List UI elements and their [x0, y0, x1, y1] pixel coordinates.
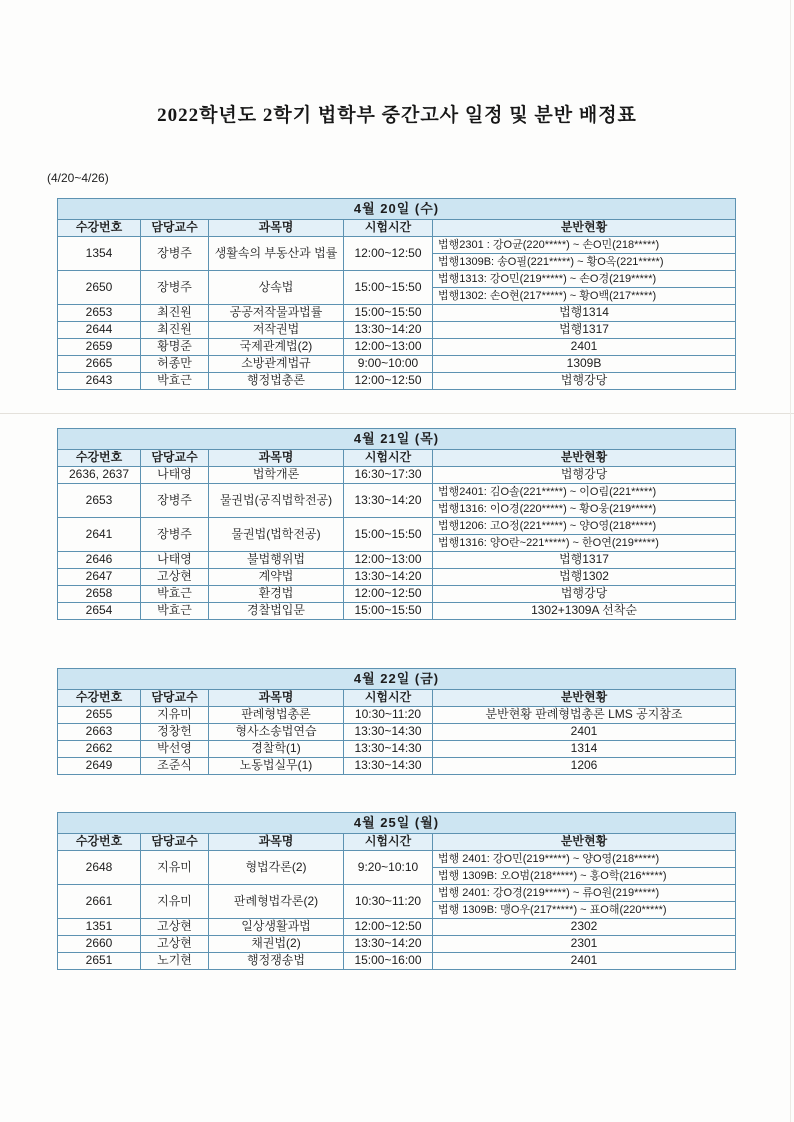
- exam-time-cell: 12:00~12:50: [344, 373, 433, 390]
- column-header: 수강번호: [58, 450, 141, 467]
- professor-cell: 박효근: [141, 603, 209, 620]
- course-code-cell: 1351: [58, 919, 141, 936]
- exam-time-cell: 13:30~14:20: [344, 569, 433, 586]
- section-assignment-cell: 법행2301 : 강O균(220*****) ~ 손O민(218*****): [433, 237, 736, 254]
- professor-cell: 최진원: [141, 322, 209, 339]
- column-header: 담당교수: [141, 690, 209, 707]
- professor-cell: 장병주: [141, 271, 209, 305]
- table-row: [58, 305, 736, 322]
- section-assignment-cell: 법행1316: 양O란~221*****) ~ 한O연(219*****): [433, 535, 736, 552]
- subject-cell: 형사소송법연습: [209, 724, 344, 741]
- table-date-label: 4월 20일 (수): [58, 199, 736, 220]
- course-code-cell: 2643: [58, 373, 141, 390]
- exam-time-cell: 13:30~14:20: [344, 484, 433, 518]
- table-header-row: [58, 834, 736, 851]
- exam-time-cell: 12:00~12:50: [344, 237, 433, 271]
- professor-cell: 고상현: [141, 919, 209, 936]
- professor-cell: 노기현: [141, 953, 209, 970]
- date-range-label: (4/20~4/26): [47, 171, 109, 185]
- professor-cell: 박선영: [141, 741, 209, 758]
- table-date-row: [58, 669, 736, 690]
- section-assignment-cell: 2401: [433, 724, 736, 741]
- section-assignment-cell: 법행1317: [433, 552, 736, 569]
- exam-time-cell: 12:00~13:00: [344, 552, 433, 569]
- subject-cell: 생활속의 부동산과 법률: [209, 237, 344, 271]
- table-row: [58, 467, 736, 484]
- professor-cell: 정창헌: [141, 724, 209, 741]
- subject-cell: 판례형법총론: [209, 707, 344, 724]
- column-header: 분반현황: [433, 220, 736, 237]
- section-assignment-cell: 1314: [433, 741, 736, 758]
- subject-cell: 물권법(공직법학전공): [209, 484, 344, 518]
- table-row: [58, 586, 736, 603]
- table-date-row: [58, 813, 736, 834]
- professor-cell: 고상현: [141, 569, 209, 586]
- column-header: 수강번호: [58, 220, 141, 237]
- scan-seam-line: [0, 413, 794, 414]
- section-assignment-cell: 법행 1309B: 오O범(218*****) ~ 홍O학(216*****): [433, 868, 736, 885]
- subject-cell: 물권법(법학전공): [209, 518, 344, 552]
- professor-cell: 장병주: [141, 484, 209, 518]
- table-row: [58, 373, 736, 390]
- table-date-row: [58, 429, 736, 450]
- subject-cell: 법학개론: [209, 467, 344, 484]
- course-code-cell: 2646: [58, 552, 141, 569]
- table-date-label: 4월 22일 (금): [58, 669, 736, 690]
- subject-cell: 일상생활과법: [209, 919, 344, 936]
- section-assignment-cell: 법행강당: [433, 467, 736, 484]
- professor-cell: 박효근: [141, 373, 209, 390]
- subject-cell: 채권법(2): [209, 936, 344, 953]
- course-code-cell: 2661: [58, 885, 141, 919]
- professor-cell: 최진원: [141, 305, 209, 322]
- scan-edge-line: [790, 0, 791, 1122]
- professor-cell: 지유미: [141, 707, 209, 724]
- section-assignment-cell: 1302+1309A 선착순: [433, 603, 736, 620]
- section-assignment-cell: 1309B: [433, 356, 736, 373]
- column-header: 분반현황: [433, 450, 736, 467]
- section-assignment-cell: 법행강당: [433, 586, 736, 603]
- table-row: [58, 758, 736, 775]
- exam-schedule-table: [57, 428, 736, 620]
- table-row: [58, 518, 736, 535]
- section-assignment-cell: 2401: [433, 953, 736, 970]
- column-header: 수강번호: [58, 834, 141, 851]
- course-code-cell: 2644: [58, 322, 141, 339]
- subject-cell: 경찰법입문: [209, 603, 344, 620]
- exam-time-cell: 15:00~15:50: [344, 305, 433, 322]
- subject-cell: 형법각론(2): [209, 851, 344, 885]
- exam-time-cell: 13:30~14:30: [344, 741, 433, 758]
- course-code-cell: 2659: [58, 339, 141, 356]
- section-assignment-cell: 법행1206: 고O정(221*****) ~ 양O영(218*****): [433, 518, 736, 535]
- course-code-cell: 2665: [58, 356, 141, 373]
- subject-cell: 환경법: [209, 586, 344, 603]
- subject-cell: 불법행위법: [209, 552, 344, 569]
- subject-cell: 상속법: [209, 271, 344, 305]
- table-date-label: 4월 25일 (월): [58, 813, 736, 834]
- table-date-row: [58, 199, 736, 220]
- subject-cell: 저작권법: [209, 322, 344, 339]
- exam-time-cell: 15:00~15:50: [344, 518, 433, 552]
- professor-cell: 고상현: [141, 936, 209, 953]
- exam-time-cell: 13:30~14:30: [344, 724, 433, 741]
- table-row: [58, 237, 736, 254]
- professor-cell: 나태영: [141, 467, 209, 484]
- table-date-label: 4월 21일 (목): [58, 429, 736, 450]
- column-header: 시험시간: [344, 834, 433, 851]
- table-header-row: [58, 450, 736, 467]
- course-code-cell: 2651: [58, 953, 141, 970]
- column-header: 과목명: [209, 450, 344, 467]
- exam-schedule-table: [57, 812, 736, 970]
- column-header: 과목명: [209, 220, 344, 237]
- section-assignment-cell: 1206: [433, 758, 736, 775]
- column-header: 분반현황: [433, 834, 736, 851]
- section-assignment-cell: 법행1316: 이O경(220*****) ~ 황O웅(219*****): [433, 501, 736, 518]
- section-assignment-cell: 분반현황 판례형법총론 LMS 공지참조: [433, 707, 736, 724]
- section-assignment-cell: 2302: [433, 919, 736, 936]
- course-code-cell: 2636, 2637: [58, 467, 141, 484]
- exam-time-cell: 15:00~15:50: [344, 271, 433, 305]
- table-header-row: [58, 220, 736, 237]
- column-header: 과목명: [209, 690, 344, 707]
- professor-cell: 황명준: [141, 339, 209, 356]
- course-code-cell: 2650: [58, 271, 141, 305]
- table-row: [58, 339, 736, 356]
- exam-time-cell: 12:00~13:00: [344, 339, 433, 356]
- subject-cell: 소방관계법규: [209, 356, 344, 373]
- section-assignment-cell: 법행 2401: 강O민(219*****) ~ 양O영(218*****): [433, 851, 736, 868]
- exam-time-cell: 10:30~11:20: [344, 885, 433, 919]
- table-row: [58, 603, 736, 620]
- section-assignment-cell: 법행강당: [433, 373, 736, 390]
- table-row: [58, 552, 736, 569]
- column-header: 담당교수: [141, 450, 209, 467]
- table-row: [58, 271, 736, 288]
- course-code-cell: 2653: [58, 305, 141, 322]
- table-row: [58, 936, 736, 953]
- course-code-cell: 2649: [58, 758, 141, 775]
- professor-cell: 지유미: [141, 885, 209, 919]
- section-assignment-cell: 법행1302: [433, 569, 736, 586]
- section-assignment-cell: 2401: [433, 339, 736, 356]
- section-assignment-cell: 법행1309B: 송O필(221*****) ~ 황O옥(221*****): [433, 254, 736, 271]
- table-row: [58, 484, 736, 501]
- page-title: 2022학년도 2학기 법학부 중간고사 일정 및 분반 배정표: [157, 105, 637, 126]
- exam-time-cell: 16:30~17:30: [344, 467, 433, 484]
- column-header: 과목명: [209, 834, 344, 851]
- exam-time-cell: 13:30~14:20: [344, 322, 433, 339]
- subject-cell: 행정쟁송법: [209, 953, 344, 970]
- table-row: [58, 356, 736, 373]
- table-row: [58, 741, 736, 758]
- subject-cell: 국제관계법(2): [209, 339, 344, 356]
- exam-time-cell: 12:00~12:50: [344, 919, 433, 936]
- section-assignment-cell: 법행2401: 김O솔(221*****) ~ 이O림(221*****): [433, 484, 736, 501]
- course-code-cell: 2660: [58, 936, 141, 953]
- column-header: 시험시간: [344, 690, 433, 707]
- subject-cell: 경찰학(1): [209, 741, 344, 758]
- exam-schedule-table: [57, 198, 736, 390]
- professor-cell: 박효근: [141, 586, 209, 603]
- exam-time-cell: 13:30~14:30: [344, 758, 433, 775]
- professor-cell: 지유미: [141, 851, 209, 885]
- course-code-cell: 1354: [58, 237, 141, 271]
- course-code-cell: 2655: [58, 707, 141, 724]
- course-code-cell: 2654: [58, 603, 141, 620]
- exam-time-cell: 9:00~10:00: [344, 356, 433, 373]
- exam-table-apr20: [57, 198, 735, 390]
- column-header: 담당교수: [141, 220, 209, 237]
- table-row: [58, 851, 736, 868]
- exam-time-cell: 12:00~12:50: [344, 586, 433, 603]
- exam-time-cell: 13:30~14:20: [344, 936, 433, 953]
- table-row: [58, 724, 736, 741]
- course-code-cell: 2648: [58, 851, 141, 885]
- exam-table-apr22: [57, 668, 735, 775]
- subject-cell: 판례형법각론(2): [209, 885, 344, 919]
- professor-cell: 나태영: [141, 552, 209, 569]
- column-header: 수강번호: [58, 690, 141, 707]
- subject-cell: 공공저작물과법률: [209, 305, 344, 322]
- column-header: 시험시간: [344, 450, 433, 467]
- exam-time-cell: 10:30~11:20: [344, 707, 433, 724]
- course-code-cell: 2641: [58, 518, 141, 552]
- table-header-row: [58, 690, 736, 707]
- table-row: [58, 569, 736, 586]
- subject-cell: 노동법실무(1): [209, 758, 344, 775]
- subject-cell: 행정법총론: [209, 373, 344, 390]
- column-header: 시험시간: [344, 220, 433, 237]
- exam-table-apr21: [57, 428, 735, 620]
- table-row: [58, 919, 736, 936]
- course-code-cell: 2658: [58, 586, 141, 603]
- professor-cell: 조준식: [141, 758, 209, 775]
- table-row: [58, 707, 736, 724]
- professor-cell: 장병주: [141, 237, 209, 271]
- column-header: 담당교수: [141, 834, 209, 851]
- exam-schedule-table: [57, 668, 736, 775]
- section-assignment-cell: 법행1317: [433, 322, 736, 339]
- table-row: [58, 885, 736, 902]
- section-assignment-cell: 법행1302: 손O현(217*****) ~ 황O백(217*****): [433, 288, 736, 305]
- course-code-cell: 2662: [58, 741, 141, 758]
- course-code-cell: 2653: [58, 484, 141, 518]
- exam-table-apr25: [57, 812, 735, 970]
- subject-cell: 계약법: [209, 569, 344, 586]
- course-code-cell: 2647: [58, 569, 141, 586]
- exam-time-cell: 15:00~15:50: [344, 603, 433, 620]
- section-assignment-cell: 법행1314: [433, 305, 736, 322]
- section-assignment-cell: 2301: [433, 936, 736, 953]
- section-assignment-cell: 법행 2401: 강O경(219*****) ~ 류O원(219*****): [433, 885, 736, 902]
- course-code-cell: 2663: [58, 724, 141, 741]
- professor-cell: 허종만: [141, 356, 209, 373]
- section-assignment-cell: 법행 1309B: 맹O우(217*****) ~ 표O해(220*****): [433, 902, 736, 919]
- exam-time-cell: 9:20~10:10: [344, 851, 433, 885]
- exam-time-cell: 15:00~16:00: [344, 953, 433, 970]
- column-header: 분반현황: [433, 690, 736, 707]
- section-assignment-cell: 법행1313: 강O민(219*****) ~ 손O경(219*****): [433, 271, 736, 288]
- table-row: [58, 953, 736, 970]
- table-row: [58, 322, 736, 339]
- professor-cell: 장병주: [141, 518, 209, 552]
